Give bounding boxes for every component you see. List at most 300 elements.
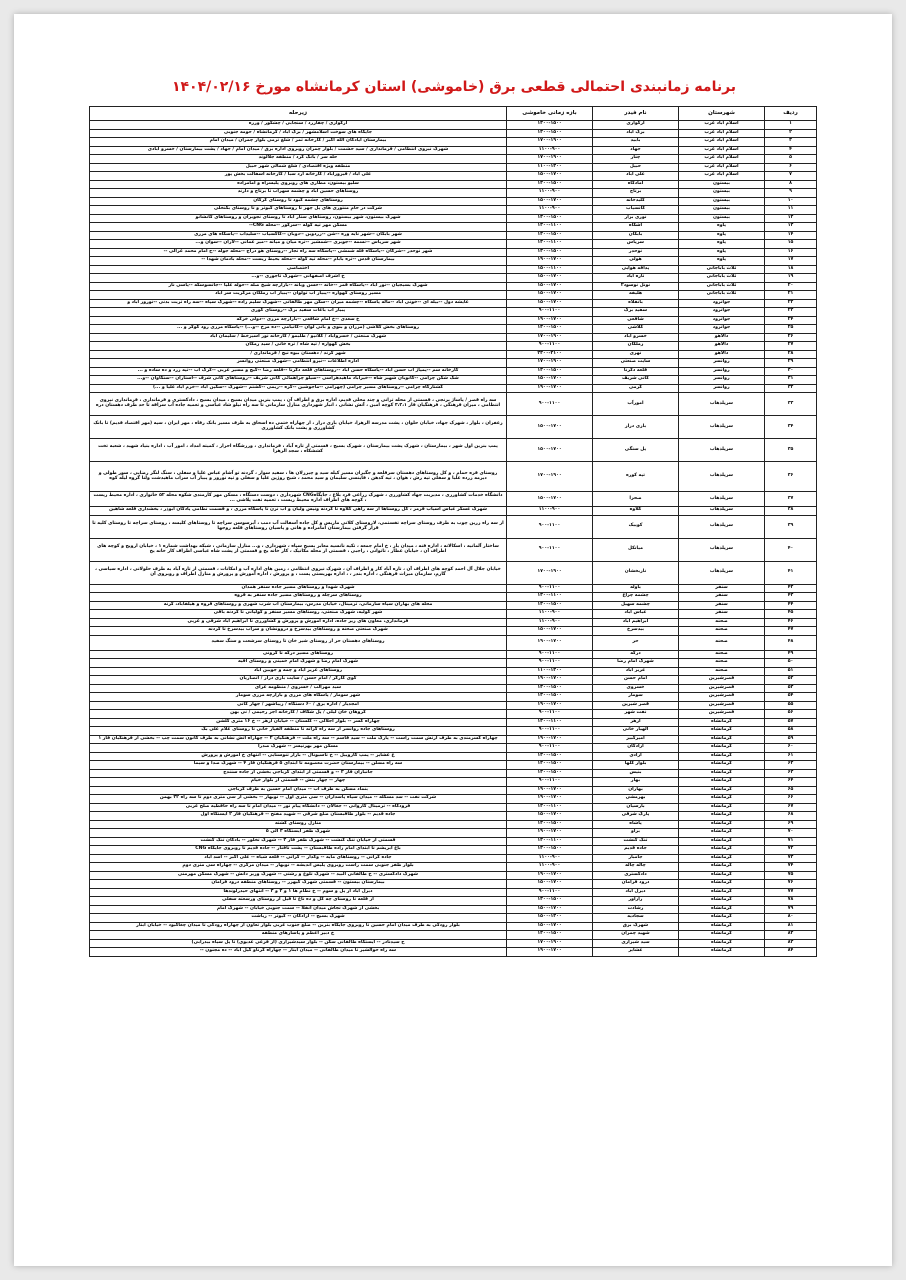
county-cell: جوانرود [679,325,765,334]
feeder-cell: علی آباد [593,172,679,181]
time-window-cell: ۹۰۰-۱۱۰۰ [507,515,593,538]
county-cell: کرمانشاه [679,752,765,761]
time-window-cell: ۱۳۰۰-۱۵۰۰ [507,214,593,223]
page-title: برنامه زمانبندی احتمالی قطعی برق (خاموشی) استان کرمانشاه مورخ ۱۴۰۴/۰۲/۱۶ [171,79,737,95]
feeder-cell: نهری [593,350,679,359]
areas-cell: بخش گهواره / تپه شاه / تره خانی / سید زمکان [90,342,507,351]
areas-cell: شهرک نیروی انتظامی / فرمانداری / سید حشمت / بلوار چمران روبروی اداره برق / میدان امام / جهاد / پشت بیمارستان / خسرو آبادی [90,146,507,155]
feeder-cell: دادگستری [593,871,679,880]
feeder-cell: کلاوه [593,507,679,516]
time-window-cell: ۱۳۰۰-۱۵۰۰ [507,367,593,376]
row-number-cell: ۴۱ [765,561,817,584]
county-cell: صحنه [679,627,765,636]
row-number-cell: ۷۵ [765,871,817,880]
table-row [90,206,817,215]
county-cell: سرپلذهاب [679,507,765,516]
county-cell: کرمانشاه [679,863,765,872]
feeder-cell: بلوار کلها [593,761,679,770]
time-window-cell: ۱۳۰۰-۱۵۰۰ [507,180,593,189]
areas-cell: ارکوازی / چقازرد / سنجابی / چشکور / ورزه [90,121,507,130]
feeder-cell: رشادت [593,905,679,914]
table-row [90,325,817,334]
table-row [90,439,817,462]
row-number-cell: ۶۴ [765,778,817,787]
header-areas: زیرحله [90,107,507,121]
county-cell: صحنه [679,659,765,668]
table-row [90,667,817,676]
areas-cell: روستاهای مسیر درکه تا کرونی [90,650,507,659]
row-number-cell: ۳۰ [765,367,817,376]
row-number-cell: ۳۸ [765,507,817,516]
time-window-cell: ۱۱۰۰-۱۳۰۰ [507,667,593,676]
feeder-cell: آزادی [593,752,679,761]
time-window-cell: ۹۰۰-۱۱۰۰ [507,659,593,668]
row-number-cell: ۴۲ [765,584,817,593]
areas-cell: اختصاصی [90,265,507,274]
table-row [90,659,817,668]
feeder-cell: عشایر [593,948,679,957]
row-number-cell: ۱۹ [765,274,817,283]
time-window-cell: ۱۵۰۰-۱۱۰۰ [507,265,593,274]
county-cell: سرپلذهاب [679,561,765,584]
areas-cell: شرکت در حام منتوری های پل چهر تا روستاهای کبوتر و تا روستای بکنخلی [90,206,507,215]
feeder-cell: شهرک برق [593,922,679,931]
row-number-cell: ۹ [765,189,817,198]
areas-cell: شک شکن چرامی --کانوبان شهیر شاه --خیرآباد ماهیدهراسی --سیلو چراهمائی کانی شریف --روستاهای کانی شرف --آستاران --سنگاوان --و... [90,376,507,385]
county-cell: کرمانشاه [679,778,765,787]
feeder-cell: پل سنگی [593,439,679,462]
areas-cell: بنماد مسکن به طرف آب -- میدان امام حسین به طرف کرباجی [90,786,507,795]
row-number-cell: ۲۶ [765,333,817,342]
table-row [90,274,817,283]
row-number-cell: ۴۵ [765,610,817,619]
time-window-cell: ۱۳۰۰-۱۵۰۰ [507,248,593,257]
time-window-cell: ۱۳۰۰-۱۵۰۰ [507,601,593,610]
county-cell: بیستون [679,206,765,215]
table-row [90,601,817,610]
header-time-window: بازه زمانی خاموشی [507,107,593,121]
feeder-cell: نوری برار [593,214,679,223]
county-cell: بیستون [679,197,765,206]
table-row [90,897,817,906]
row-number-cell: ۶۸ [765,812,817,821]
feeder-cell: چنار [593,155,679,164]
feeder-cell: چشمه سهیل [593,601,679,610]
county-cell: صحنه [679,618,765,627]
feeder-cell: کرمی [593,384,679,393]
table-row [90,871,817,880]
areas-cell: زعفران ، بلوار ، شهرک جهاد، خیابان حلوان ، پشت مدرسه الزهرا، خیابان بازی دراز ، از چهاراه ختمی ده اسحاق به طرف مسیر بانک رفاه ، مهر ایران ، سپه (مهر اقتصاد قدیم) تا بانک کشاورزی و پشت بانک کشاورزی [90,416,507,439]
county-cell: کرمانشاه [679,803,765,812]
feeder-cell: زملکان [593,342,679,351]
header-feeder: نام فیدر [593,107,679,121]
feeder-cell: چاله چاله [593,863,679,872]
time-window-cell: ۱۳۰۰-۱۵۰۰ [507,820,593,829]
areas-cell: گروهان خان لیلی / پل شکاف / کارخانه آجر رحیمی / نی بهن [90,710,507,719]
county-cell: کرمانشاه [679,939,765,948]
time-window-cell: ۱۹۰۰-۱۷۰۰ [507,384,593,393]
county-cell: کرمانشاه [679,820,765,829]
table-row [90,727,817,736]
time-window-cell: ۱۵۰۰-۱۷۰۰ [507,197,593,206]
row-number-cell: ۶ [765,163,817,172]
time-window-cell: ۱۵۰۰-۱۷۰۰ [507,172,593,181]
feeder-cell: کوییک [593,515,679,538]
row-number-cell: ۸۰ [765,914,817,923]
time-window-cell: ۱۷۰۰-۱۹۰۰ [507,939,593,948]
county-cell: کرمانشاه [679,812,765,821]
time-window-cell: ۱۵۰۰-۱۷۰۰ [507,376,593,385]
time-window-cell: ۱۱۰۰-۹۰۰ [507,618,593,627]
feeder-cell: بهرمشی [593,795,679,804]
time-window-cell: ۹۰۰-۱۱۰۰ [507,888,593,897]
row-number-cell: ۶۲ [765,761,817,770]
feeder-cell: خسروی [593,684,679,693]
county-cell: پاوه [679,231,765,240]
row-number-cell: ۷۴ [765,863,817,872]
feeder-cell: امام حسن [593,676,679,685]
areas-cell: بیمارستان بیستون -- قسمتی شهرک کیهزر -- روستاهای منطقه درود فرامان [90,880,507,889]
areas-cell: روستای قره حمام ، و کل روستاهای دهستان سرقلعه و جگیران مسیر کیله سید و چیرزلان ها ، سفید سوار ، گردنه تو آشام عباس علیا و سفلی ، سنگ لنگر رضایی ، سور طولی و دیرمه زرده علیا و سفلی تپه رش ، هوان ، تپه کدهن ، فاینسی سلیمان و سید محمد ، شیخ روژین علیا و سفلی و تپه نوروز و پبیاز آب سراب ماهیدشت ولنا گروه لیله کوه [90,462,507,492]
feeder-cell: سجادیه [593,914,679,923]
areas-cell: شهر کولیه، شهرک صنعتی، روستاهای مسیر سنقر و کولیانی تا گردنه باقی [90,610,507,619]
table-row [90,584,817,593]
time-window-cell: ۱۱۰۰-۹۰۰ [507,610,593,619]
row-number-cell: ۵۴ [765,693,817,702]
time-window-cell: ۱۱۰۰-۹۰۰ [507,863,593,872]
row-number-cell: ۵۸ [765,727,817,736]
time-window-cell: ۱۹۰۰-۱۷۰۰ [507,795,593,804]
areas-cell: شهرک دادگستری -- خ طالقانی البید -- شهرک تلوع و رشتی -- شهرک وزیر دانش -- شهرک مسکن مهرمنی [90,871,507,880]
areas-cell: ع عشایر -- پمپ گازوییل -- خ تاسیونال -- بازار تنوسنایی -- انتهای خ آموزش و پرورش [90,752,507,761]
time-window-cell: ۱۵۰۰-۱۷۰۰ [507,812,593,821]
feeder-cell: بنیس [593,769,679,778]
row-number-cell: ۴۴ [765,601,817,610]
row-number-cell: ۶۵ [765,786,817,795]
county-cell: ثلاث باباجانی [679,265,765,274]
county-cell: کرمانشاه [679,795,765,804]
row-number-cell: ۳۴ [765,416,817,439]
county-cell: کرمانشاه [679,837,765,846]
areas-cell: شهر بابگان --شهر نایه وره --شن --زردوین --دوبان --کاکسیاب --سلیدآب --پاسگاه های مرزی [90,231,507,240]
table-row [90,367,817,376]
table-row [90,214,817,223]
time-window-cell: ۹۰۰-۱۱۰۰ [507,308,593,317]
table-row [90,129,817,138]
time-window-cell: ۱۳۰۰-۱۱۰۰ [507,718,593,727]
time-window-cell: ۱۳۰۰-۱۱۰۰ [507,803,593,812]
row-number-cell: ۴۳ [765,593,817,602]
table-row [90,786,817,795]
time-window-cell: ۹۰۰-۱۱۰۰ [507,727,593,736]
row-number-cell: ۱۱ [765,206,817,215]
time-window-cell: ۱۳۰۰-۱۵۰۰ [507,693,593,702]
county-cell: کرمانشاه [679,735,765,744]
row-number-cell: ۵۷ [765,718,817,727]
document-page [14,14,892,1266]
row-number-cell: ۳۶ [765,462,817,492]
county-cell: کرمانشاه [679,761,765,770]
time-window-cell: ۱۳۰۰-۱۵۰۰ [507,752,593,761]
feeder-cell: میانکل [593,538,679,561]
time-window-cell: ۱۵۰۰-۱۷۰۰ [507,282,593,291]
feeder-cell: نونل نوسود۲ [593,282,679,291]
areas-cell: جایگاه های سوخت اسلامشهر / برک آباد / کرمانشاه / حومه جنوبی [90,129,507,138]
county-cell: پاوه [679,257,765,266]
row-number-cell: ۸۴ [765,948,817,957]
table-row [90,515,817,538]
row-number-cell: ۳۷ [765,492,817,507]
row-number-cell: ۲۹ [765,359,817,368]
county-cell: سرپلذهاب [679,439,765,462]
table-row [90,180,817,189]
areas-cell: کوی کارگر / امام حسن / سایت بازی دراز / انصاریان [90,676,507,685]
feeder-cell: برتاج [593,189,679,198]
feeder-cell: بابید [593,138,679,147]
feeder-cell: بارسیان [593,803,679,812]
table-row [90,939,817,948]
feeder-cell: کلیدخانه [593,197,679,206]
areas-cell: شهرک صنعتی صحنه و روستاهای بیدسرخ و دروونشان و سراب بیدسرخ تا گردنه [90,627,507,636]
county-cell: صحنه [679,635,765,650]
table-row [90,462,817,492]
table-row [90,507,817,516]
row-number-cell: ۵۳ [765,684,817,693]
areas-cell: بیمارستان قدس --تره بابام --محله تپه کوله --محله بحیط زیست --محله بادمان شهدا -- [90,257,507,266]
time-window-cell: ۱۳۰۰-۱۵۰۰ [507,231,593,240]
row-number-cell: ۱۰ [765,197,817,206]
table-row [90,265,817,274]
row-number-cell: ۷۹ [765,905,817,914]
county-cell: کرمانشاه [679,914,765,923]
table-row [90,769,817,778]
feeder-cell: تازه آباد [593,274,679,283]
time-window-cell: ۱۵۰۰-۱۷۰۰ [507,439,593,462]
feeder-cell: بیدسرخ [593,627,679,636]
row-number-cell: ۶۱ [765,752,817,761]
table-row [90,155,817,164]
row-number-cell: ۱۲ [765,214,817,223]
row-number-cell: ۵۲ [765,676,817,685]
areas-cell: سید مهرالب / خسروی / منظومه عرای [90,684,507,693]
county-cell: اسلام آباد غرب [679,121,765,130]
time-window-cell: ۱۷۰۰-۱۹۰۰ [507,462,593,492]
areas-cell: مسکن مهر بهرنپسر -- شهرک صدرا [90,744,507,753]
time-window-cell: ۱۷۰۰-۱۹۰۰ [507,561,593,584]
time-window-cell: ۹۰۰-۱۱۰۰ [507,744,593,753]
row-number-cell: ۶۹ [765,820,817,829]
feeder-cell: جهاد [593,146,679,155]
time-window-cell: ۱۳۰۰-۱۵۰۰ [507,121,593,130]
time-window-cell: ۱۵۰۰-۱۷۰۰ [507,416,593,439]
time-window-cell: ۱۱۰۰-۹۰۰ [507,206,593,215]
county-cell: سرپلذهاب [679,492,765,507]
areas-cell: شهرک صنعتی / خسروآباد / کلانیو / طلبمو / کارخانه نور آسیرخط / سلیمان آباد [90,333,507,342]
feeder-cell: عباس آباد [593,610,679,619]
areas-cell: شهرک ظفر ایستگاه ۳ الی ۵ [90,829,507,838]
row-number-cell: ۳۳ [765,393,817,416]
table-row [90,121,817,130]
table-row [90,948,817,957]
table-row [90,735,817,744]
table-row [90,376,817,385]
areas-cell: شهرک بسیج -- آزادگان -- کیوتر -- زیاشت [90,914,507,923]
row-number-cell: ۱ [765,121,817,130]
feeder-cell: خسرو آباد [593,333,679,342]
table-row [90,197,817,206]
feeder-cell: برک آباد [593,129,679,138]
feeder-cell: ابراهیم آباد [593,618,679,627]
row-number-cell: ۲۷ [765,342,817,351]
feeder-cell: قصر شیرین [593,701,679,710]
time-window-cell: ۱۹۰۰-۱۷۰۰ [507,635,593,650]
areas-cell: خ سعدی --خ امام شافعی --بازارچه مرزی --دولی خرکه [90,316,507,325]
row-number-cell: ۴ [765,146,817,155]
county-cell: دالاهو [679,342,765,351]
time-window-cell: ۱۹۰۰-۱۷۰۰ [507,676,593,685]
table-row [90,342,817,351]
feeder-cell: پداقه هوایی [593,265,679,274]
feeder-cell: ازهر [593,718,679,727]
row-number-cell: ۵۹ [765,735,817,744]
county-cell: اسلام آباد غرب [679,172,765,181]
table-row [90,189,817,198]
row-number-cell: ۷۳ [765,854,817,863]
county-cell: اسلام آباد غرب [679,155,765,164]
time-window-cell: ۲۳۰۰-۲۱۰۰ [507,350,593,359]
row-number-cell: ۷۱ [765,837,817,846]
table-row [90,359,817,368]
feeder-cell: هلیقه [593,291,679,300]
time-window-cell: ۱۳۰۰-۱۱۰۰ [507,240,593,249]
row-number-cell: ۸۲ [765,931,817,940]
feeder-cell: باوله [593,584,679,593]
table-row [90,701,817,710]
county-cell: کرمانشاه [679,727,765,736]
table-row [90,610,817,619]
time-window-cell: ۱۱۰۰-۹۰۰ [507,507,593,516]
county-cell: سنقر [679,593,765,602]
row-number-cell: ۵ [765,155,817,164]
areas-cell: شهر نوحدر --شرکان --پاسگاه قله شمشی --پاسگاه سه راه نجار --روستای هو دراج --محله جوله --ح امام محمد غزالی -- [90,248,507,257]
areas-cell: حله سر / بانک کرد / منطقه جلالوند [90,155,507,164]
time-window-cell: ۱۳۰۰-۱۱۰۰ [507,223,593,232]
table-header-row [90,107,817,121]
feeder-cell: پاشاه [593,820,679,829]
time-window-cell: ۱۹۰۰-۱۷۰۰ [507,786,593,795]
row-number-cell: ۲۲ [765,299,817,308]
county-cell: کرمانشاه [679,905,765,914]
feeder-cell: امیرکبیر [593,735,679,744]
table-row [90,880,817,889]
row-number-cell: ۱۶ [765,248,817,257]
county-cell: سرپلذهاب [679,462,765,492]
county-cell: سرپلذهاب [679,538,765,561]
areas-cell: منطقه ویژه اقتصادی / شلغ شمالی شهر حبیل [90,163,507,172]
feeder-cell: الهیار خانی [593,727,679,736]
time-window-cell: ۱۷۰۰-۱۹۰۰ [507,359,593,368]
feeder-cell: قلعه دکرنا [593,367,679,376]
county-cell: ثلاث باباجانی [679,282,765,291]
county-cell: اسلام آباد غرب [679,138,765,147]
feeder-cell: کانی شریف [593,376,679,385]
county-cell: کرمانشاه [679,718,765,727]
county-cell: کرمانشاه [679,897,765,906]
areas-cell: ح سیدنادر -- ایستگاه طالقانی سکن -- بلوار سیدشیرازی (از فرعی عدیوی) تا پل سیاه بیدرابی) [90,939,507,948]
time-window-cell: ۱۳۰۰-۱۵۰۰ [507,931,593,940]
row-number-cell: ۸۳ [765,939,817,948]
areas-cell: چهار -- چهار بنش -- قسمتی از بلوار خیام [90,778,507,787]
areas-cell: مسیر روستای گهواره --پبیاز آب تولوان --پبیاز آب زملکان مرکزیت سر آباد [90,291,507,300]
county-cell: ثلاث باباجانی [679,274,765,283]
feeder-cell: هولی [593,257,679,266]
areas-cell: روستاهای جاده روانسر از سه راه کرانه تا منطقه القیار خانی تا روستای غلام علی بک [90,727,507,736]
table-row [90,593,817,602]
row-number-cell: ۴۶ [765,618,817,627]
time-window-cell: ۹۰۰-۱۱۰۰ [507,584,593,593]
time-window-cell: ۱۵۰۰-۱۳۰۰ [507,914,593,923]
table-row [90,922,817,931]
areas-cell: شهرک بسیجیان --نور اباد --پاسگاه قمر --خانه --حسن وبانه --بازارچه شیخ صله --حوله علیا --جانسوسکه --پاسی ناز [90,282,507,291]
time-window-cell: ۱۳۰۰-۱۵۰۰ [507,325,593,334]
row-number-cell: ۱۸ [765,265,817,274]
time-window-cell: ۱۱۰۰-۱۳۰۰ [507,163,593,172]
county-cell: ثلاث باباجانی [679,291,765,300]
feeder-cell: بهار [593,778,679,787]
county-cell: قصرشیرین [679,693,765,702]
areas-cell: روستاهای بخش کلاشی (مرزان و بنوی و بانی لوان --کانیامی --ده مرخ --و...) --پاسگاه مرزی رود کوکر و ... [90,325,507,334]
row-number-cell: ۲ [765,129,817,138]
county-cell: کرمانشاه [679,829,765,838]
table-row [90,761,817,770]
county-cell: کرمانشاه [679,786,765,795]
table-row [90,718,817,727]
time-window-cell: ۱۷۰۰-۱۹۰۰ [507,333,593,342]
row-number-cell: ۳۹ [765,515,817,538]
table-row [90,650,817,659]
feeder-cell: سومار [593,693,679,702]
county-cell: دالاهو [679,333,765,342]
feeder-cell: درود فرامان [593,880,679,889]
areas-cell: سه راه مسلن -- بیمارستان حضرت معصومه تا ابتدای ۵ فرهنگیان فاز ۴ -- شهرک صدا و سیما [90,761,507,770]
header-row-number: ردیف [765,107,817,121]
table-row [90,561,817,584]
areas-cell: بخشی از شهرک نجاش میدان انقلا -- سمت جنوبی خیابان -- شهرک امام [90,905,507,914]
table-row [90,710,817,719]
county-cell: جوانرود [679,308,765,317]
areas-cell: شهر کرند / دهستان بیوه نیچ / فرمانداری / [90,350,507,359]
time-window-cell: ۱۱۰۰-۹۰۰ [507,189,593,198]
row-number-cell: ۵۵ [765,701,817,710]
areas-cell: اداره اطلاعات --نیرو انتظامی --شهرک صنعتی روانسر [90,359,507,368]
time-window-cell: ۱۳۰۰-۱۵۰۰ [507,761,593,770]
feeder-cell: امورآب [593,393,679,416]
feeder-cell: صحرا [593,492,679,507]
row-number-cell: ۵۰ [765,659,817,668]
feeder-cell: حبیل [593,163,679,172]
areas-cell: روستاهای چشمه کبود تا روستای کرکان [90,197,507,206]
areas-cell: منازل روستای گشته [90,820,507,829]
feeder-cell: سید شیرازی [593,939,679,948]
areas-cell: فرودگاه -- ترمینال کاروانی -- جغالان -- دانشگاه پیام نور -- میدان امام تا سه راه حافظیه صلح غربی [90,803,507,812]
county-cell: قصرشیرین [679,710,765,719]
table-row [90,684,817,693]
county-cell: اسلام آباد غرب [679,129,765,138]
table-row [90,627,817,636]
table-row [90,778,817,787]
table-row [90,863,817,872]
county-cell: کرمانشاه [679,769,765,778]
